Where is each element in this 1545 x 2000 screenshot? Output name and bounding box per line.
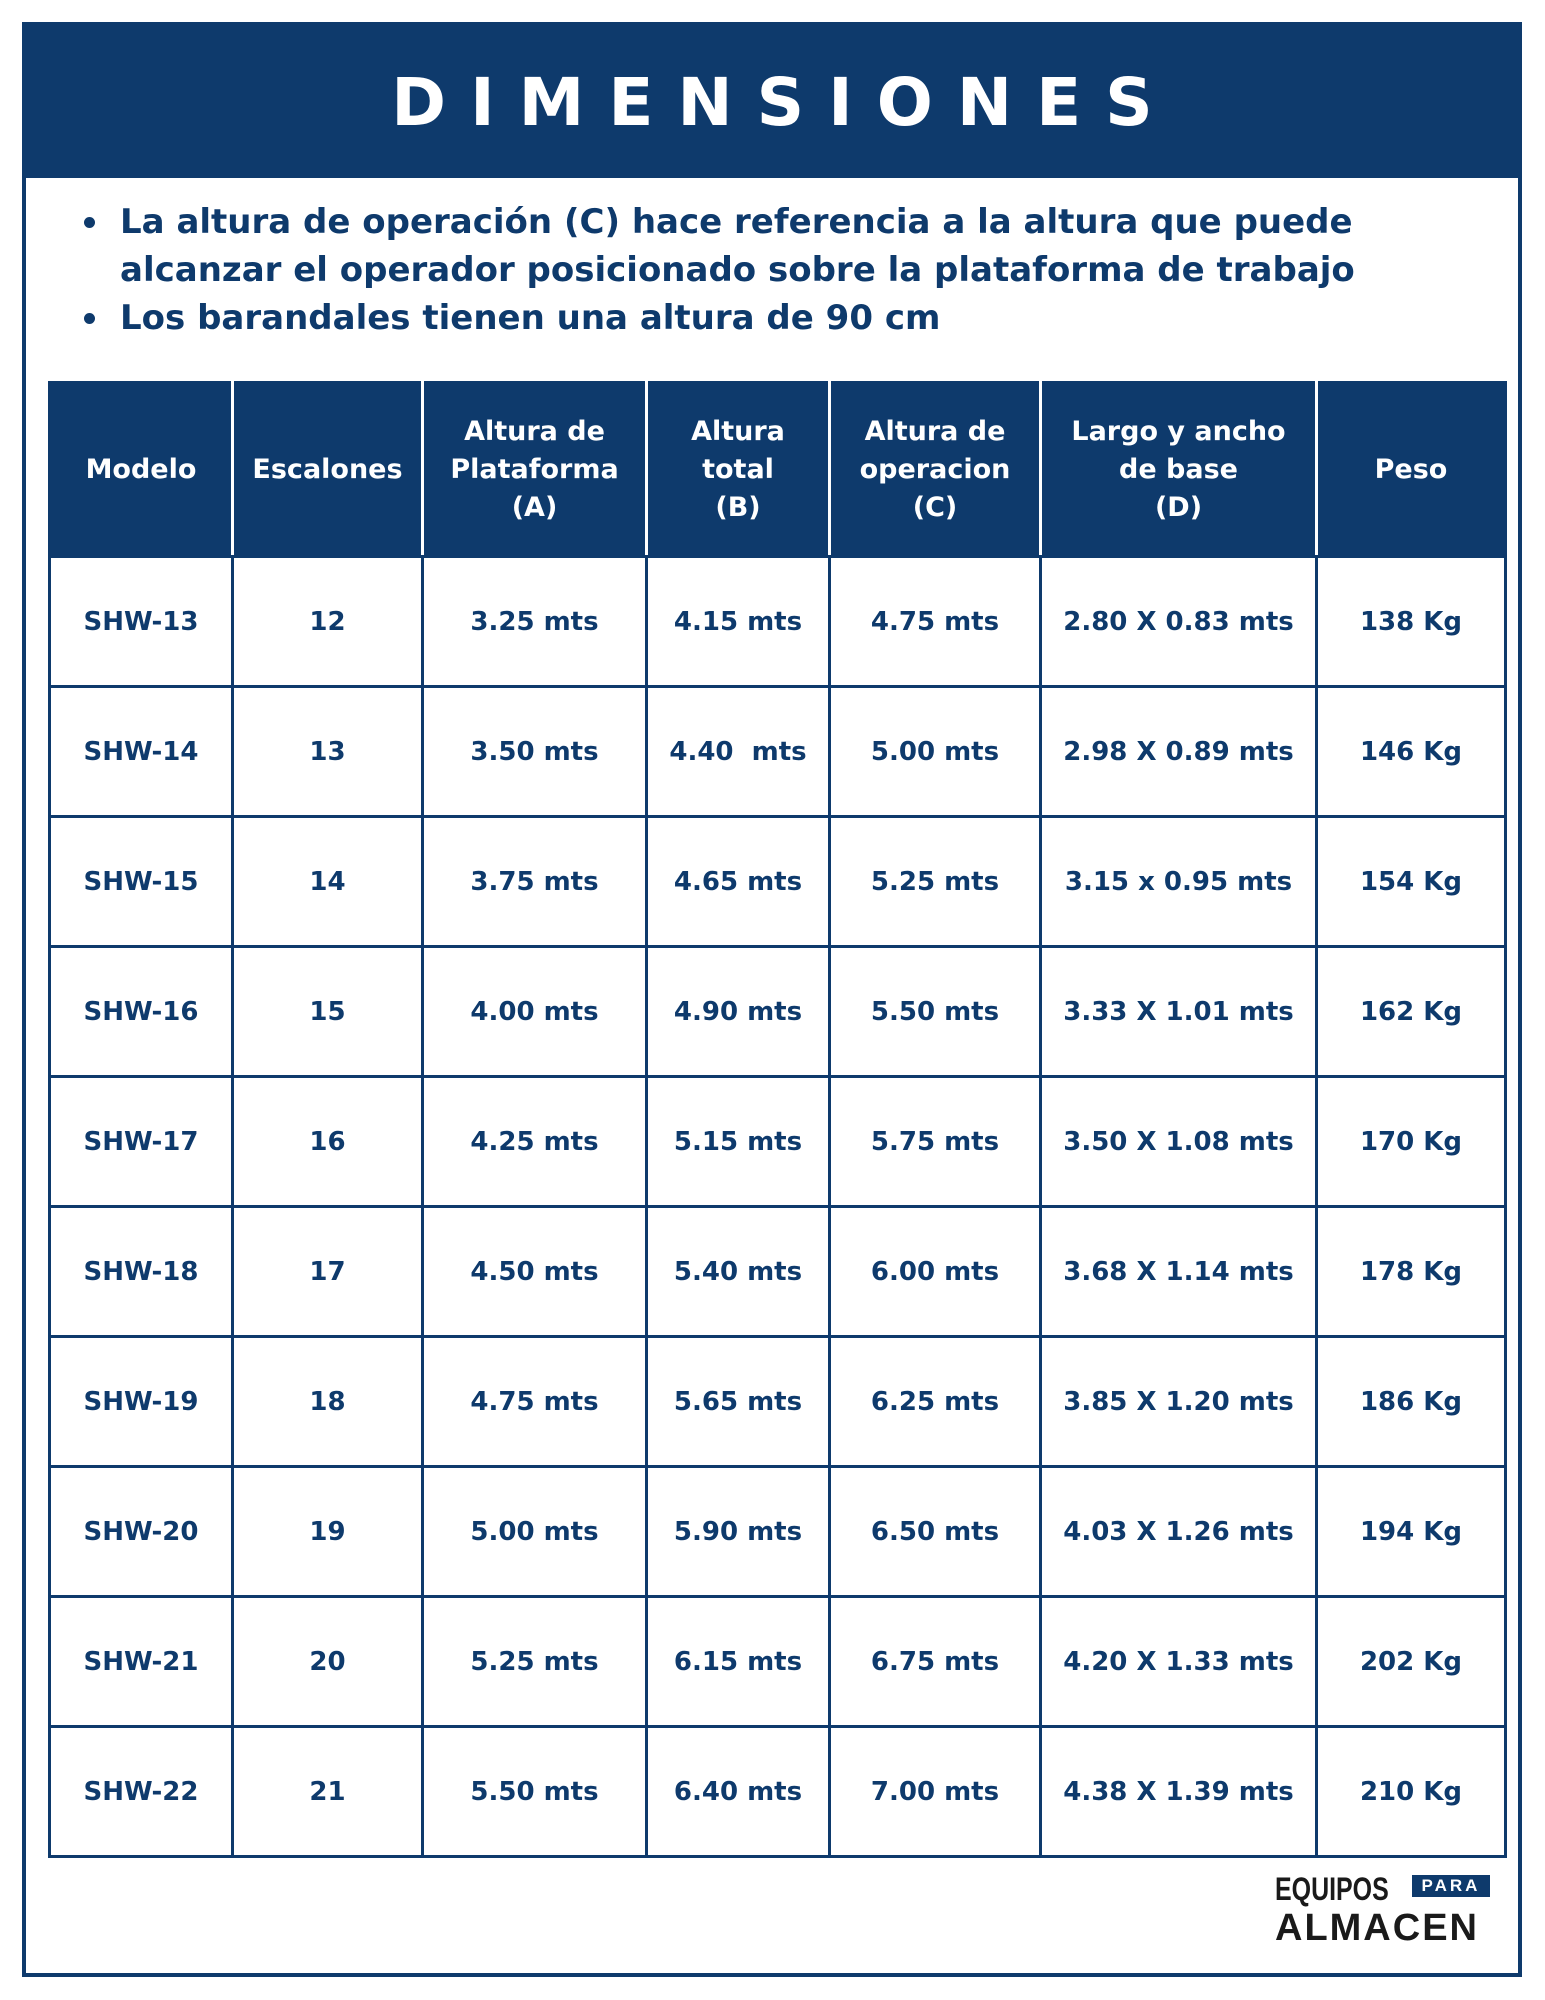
table-cell: 170 Kg: [1317, 1077, 1506, 1207]
table-row: [50, 1597, 1506, 1727]
table-cell: 5.15 mts: [647, 1077, 830, 1207]
table-cell: 2.98 X 0.89 mts: [1041, 687, 1317, 817]
table-cell: 3.15 x 0.95 mts: [1041, 817, 1317, 947]
column-header: [233, 383, 423, 557]
table-cell: 3.85 X 1.20 mts: [1041, 1337, 1317, 1467]
column-header-line: (B): [715, 491, 761, 523]
column-header-line: Plataforma: [450, 453, 619, 485]
table-cell: 3.68 X 1.14 mts: [1041, 1207, 1317, 1337]
column-header-line: Altura: [691, 415, 785, 447]
note-text: La altura de operación (C) hace referencia a la altura que puede alcanzar el operador posicionado sobre la plataforma de trabajo: [120, 202, 1355, 290]
column-header-line: total: [702, 453, 774, 485]
table-cell: 16: [233, 1077, 423, 1207]
table-cell: 21: [233, 1727, 423, 1857]
table-header: [50, 383, 1506, 557]
column-header-line: Modelo: [85, 453, 197, 485]
column-header-line: de base: [1119, 453, 1238, 485]
table-cell: 186 Kg: [1317, 1337, 1506, 1467]
table-cell: 3.50 mts: [423, 687, 647, 817]
table-cell: SHW-15: [50, 817, 233, 947]
table-cell: 6.00 mts: [830, 1207, 1041, 1337]
table-cell: 5.40 mts: [647, 1207, 830, 1337]
table-cell: 7.00 mts: [830, 1727, 1041, 1857]
table-cell: 18: [233, 1337, 423, 1467]
table-cell: 4.65 mts: [647, 817, 830, 947]
logo-line2: ALMACEN: [1275, 1907, 1479, 1949]
table-cell: SHW-22: [50, 1727, 233, 1857]
logo-line1: EQUIPOS: [1275, 1871, 1389, 1907]
page-frame: [22, 22, 1522, 1977]
table-cell: SHW-17: [50, 1077, 233, 1207]
column-header-line: Peso: [1374, 453, 1448, 485]
table-cell: 6.15 mts: [647, 1597, 830, 1727]
table-cell: 12: [233, 557, 423, 687]
column-header: [50, 383, 233, 557]
table-row: [50, 687, 1506, 817]
table-row: [50, 1337, 1506, 1467]
table-cell: 6.40 mts: [647, 1727, 830, 1857]
table-cell: 5.65 mts: [647, 1337, 830, 1467]
table-cell: 5.00 mts: [423, 1467, 647, 1597]
table-cell: 15: [233, 947, 423, 1077]
table-body: [50, 557, 1506, 1857]
table-cell: SHW-16: [50, 947, 233, 1077]
table-cell: 138 Kg: [1317, 557, 1506, 687]
table-cell: 2.80 X 0.83 mts: [1041, 557, 1317, 687]
page-title: DIMENSIONES: [391, 63, 1177, 141]
note-item: [76, 294, 1496, 342]
table-cell: 4.90 mts: [647, 947, 830, 1077]
table-cell: 17: [233, 1207, 423, 1337]
table-cell: 5.00 mts: [830, 687, 1041, 817]
column-header-line: (C): [912, 491, 958, 523]
table-cell: SHW-14: [50, 687, 233, 817]
column-header-line: Altura de: [464, 415, 605, 447]
table-cell: 4.15 mts: [647, 557, 830, 687]
column-header-line: Escalones: [252, 453, 403, 485]
table-cell: 4.40 mts: [647, 687, 830, 817]
note-text: Los barandales tienen una altura de 90 cm: [120, 298, 941, 338]
table-row: [50, 817, 1506, 947]
table-row: [50, 1467, 1506, 1597]
table-cell: SHW-18: [50, 1207, 233, 1337]
table-cell: 178 Kg: [1317, 1207, 1506, 1337]
bullet-icon: [84, 313, 95, 324]
table-cell: 3.75 mts: [423, 817, 647, 947]
table-cell: 5.90 mts: [647, 1467, 830, 1597]
table-cell: 4.50 mts: [423, 1207, 647, 1337]
dimensions-table: [48, 381, 1507, 1858]
table-cell: 154 Kg: [1317, 817, 1506, 947]
table-cell: 4.20 X 1.33 mts: [1041, 1597, 1317, 1727]
table-cell: SHW-19: [50, 1337, 233, 1467]
table-cell: 4.75 mts: [830, 557, 1041, 687]
table-cell: 20: [233, 1597, 423, 1727]
table-row: [50, 557, 1506, 687]
table-cell: 4.38 X 1.39 mts: [1041, 1727, 1317, 1857]
notes-list: [76, 198, 1496, 342]
table-cell: SHW-20: [50, 1467, 233, 1597]
column-header-line: operacion: [859, 453, 1011, 485]
table-cell: 14: [233, 817, 423, 947]
table-cell: 4.03 X 1.26 mts: [1041, 1467, 1317, 1597]
table-cell: 6.50 mts: [830, 1467, 1041, 1597]
column-header: [1041, 383, 1317, 557]
table-cell: 162 Kg: [1317, 947, 1506, 1077]
column-header: [647, 383, 830, 557]
table-cell: 13: [233, 687, 423, 817]
table-cell: 202 Kg: [1317, 1597, 1506, 1727]
table-cell: 3.25 mts: [423, 557, 647, 687]
table-cell: 5.50 mts: [423, 1727, 647, 1857]
table-cell: 146 Kg: [1317, 687, 1506, 817]
logo-badge: PARA: [1412, 1875, 1490, 1897]
column-header-line: (A): [511, 491, 558, 523]
table-cell: 5.75 mts: [830, 1077, 1041, 1207]
column-header: [1317, 383, 1506, 557]
column-header-line: (D): [1154, 491, 1203, 523]
column-header: [830, 383, 1041, 557]
bullet-icon: [84, 217, 95, 228]
table-cell: SHW-21: [50, 1597, 233, 1727]
table-cell: 5.25 mts: [830, 817, 1041, 947]
table-cell: 4.75 mts: [423, 1337, 647, 1467]
table-cell: 5.25 mts: [423, 1597, 647, 1727]
table-cell: 19: [233, 1467, 423, 1597]
table-cell: 3.33 X 1.01 mts: [1041, 947, 1317, 1077]
table-cell: 4.25 mts: [423, 1077, 647, 1207]
table-cell: 4.00 mts: [423, 947, 647, 1077]
title-banner: [26, 26, 1518, 178]
note-item: [76, 198, 1496, 294]
table-cell: 210 Kg: [1317, 1727, 1506, 1857]
table-cell: 3.50 X 1.08 mts: [1041, 1077, 1317, 1207]
table-cell: 6.25 mts: [830, 1337, 1041, 1467]
table-cell: 194 Kg: [1317, 1467, 1506, 1597]
column-header-line: Largo y ancho: [1071, 415, 1286, 447]
column-header-line: Altura de: [864, 415, 1006, 447]
table-cell: 6.75 mts: [830, 1597, 1041, 1727]
table-cell: 5.50 mts: [830, 947, 1041, 1077]
table-cell: SHW-13: [50, 557, 233, 687]
brand-logo: [1275, 1871, 1490, 1947]
column-header: [423, 383, 647, 557]
table-row: [50, 947, 1506, 1077]
table-row: [50, 1207, 1506, 1337]
table-row: [50, 1727, 1506, 1857]
table-row: [50, 1077, 1506, 1207]
